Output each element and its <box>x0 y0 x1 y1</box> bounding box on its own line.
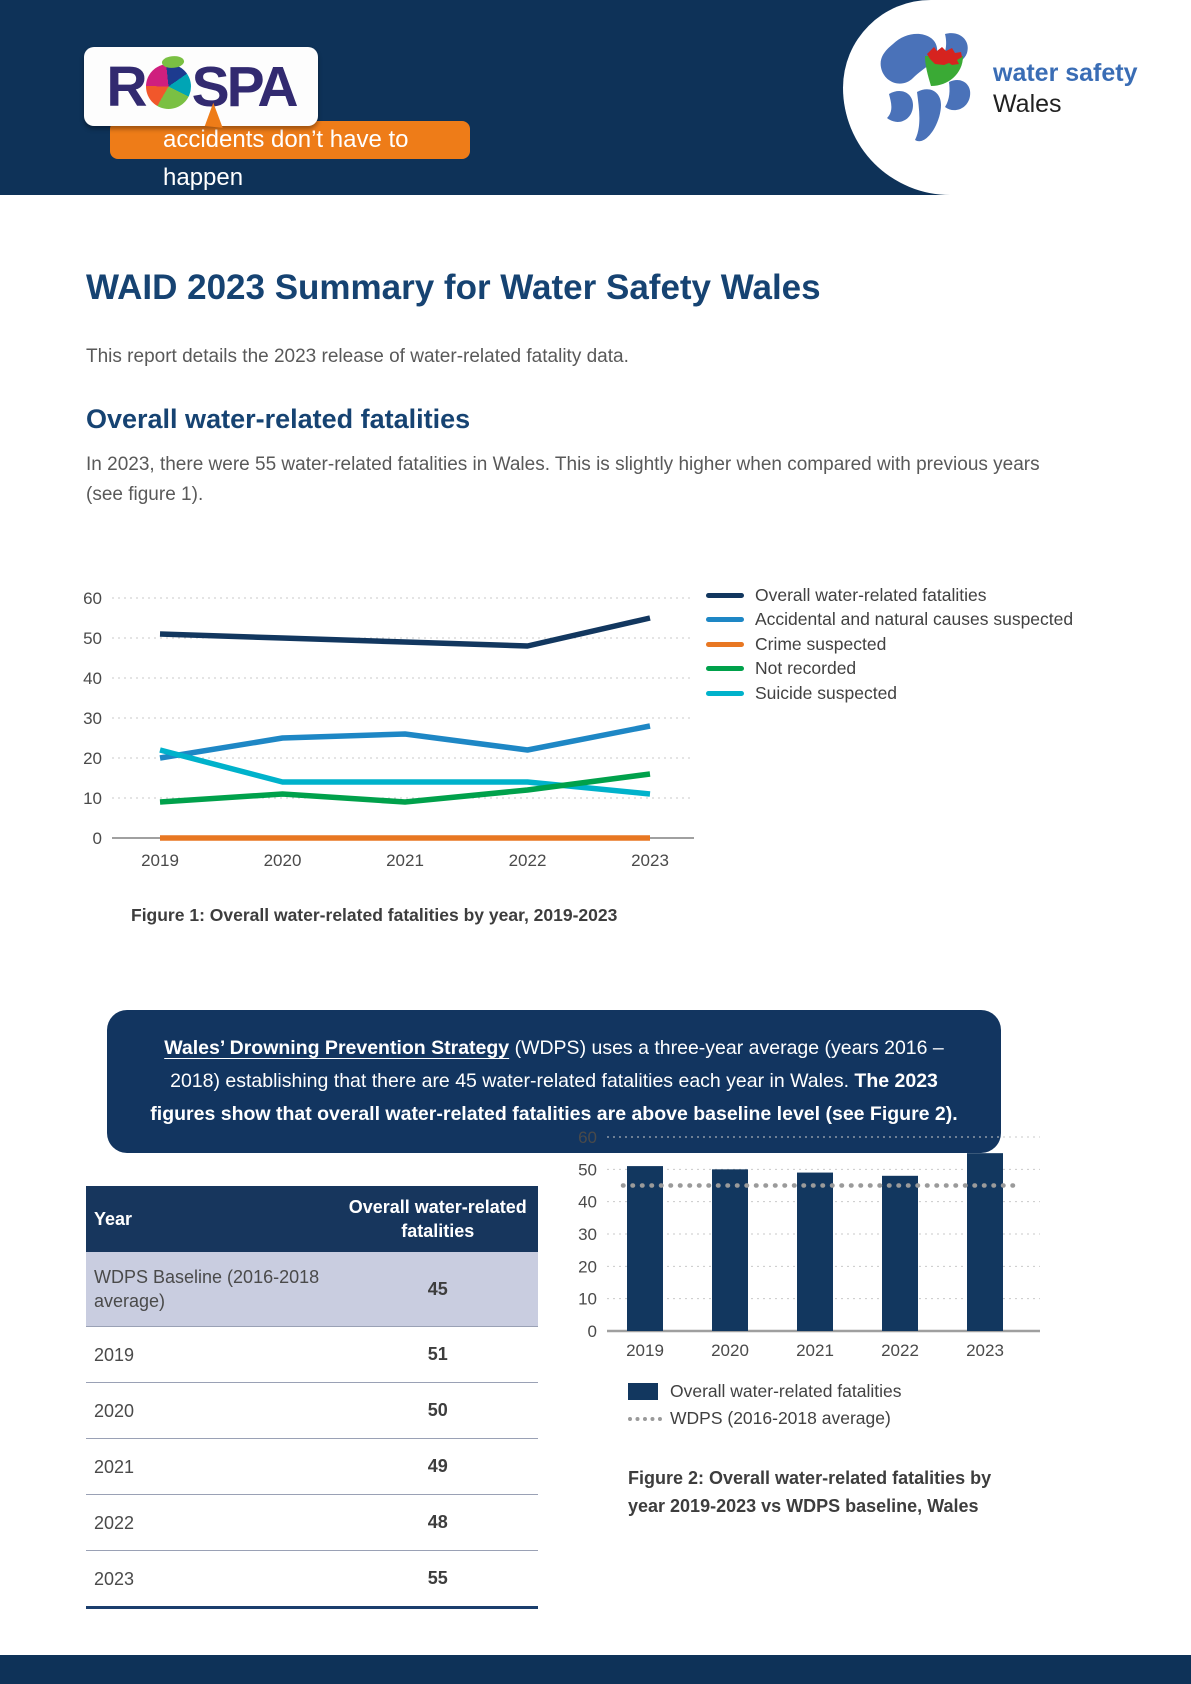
svg-text:40: 40 <box>578 1192 597 1212</box>
figure1-line-chart <box>72 548 712 878</box>
footer-bar <box>0 1655 1191 1684</box>
table-cell-value: 45 <box>338 1252 538 1327</box>
bar-2022 <box>882 1176 918 1331</box>
table-cell-value: 49 <box>427 1456 448 1476</box>
svg-text:2022: 2022 <box>881 1341 919 1360</box>
table-cell-year: 2022 <box>94 1512 135 1533</box>
svg-text:2021: 2021 <box>796 1341 834 1360</box>
legend-label: Not recorded <box>755 658 857 679</box>
figure1-caption: Figure 1: Overall water-related fatalities by year, 2019-2023 <box>131 905 618 925</box>
svg-text:2023: 2023 <box>966 1341 1004 1360</box>
line-series-0 <box>160 618 650 646</box>
svg-text:0: 0 <box>587 1322 597 1341</box>
header-banner <box>0 0 1191 195</box>
page-title: WAID 2023 Summary for Water Safety Wales <box>86 268 821 307</box>
table-cell-value: 48 <box>427 1512 448 1532</box>
table-cell-year: 2020 <box>94 1400 135 1421</box>
svg-text:40: 40 <box>83 669 102 688</box>
table-row <box>86 1439 538 1495</box>
rospa-logo <box>84 47 318 126</box>
table-row <box>86 1495 538 1551</box>
svg-text:0: 0 <box>92 829 102 848</box>
legend-label: Accidental and natural causes suspected <box>755 609 1074 630</box>
bar-2023 <box>967 1153 1003 1331</box>
legend-dotted-swatch <box>628 1417 662 1421</box>
figure2-legend <box>628 1378 901 1432</box>
table-header-row <box>86 1186 538 1252</box>
wsw-logo-text-line2: Wales <box>993 90 1062 118</box>
legend-line-swatch <box>706 691 744 696</box>
svg-text:10: 10 <box>83 789 102 808</box>
table-cell-year: 2021 <box>94 1456 135 1477</box>
wsw-logo-text-line1: water safety <box>993 59 1138 87</box>
bar-2021 <box>797 1173 833 1331</box>
svg-text:30: 30 <box>83 709 102 728</box>
legend-label: Overall water-related fatalities <box>755 584 987 605</box>
legend-line-swatch <box>706 642 744 647</box>
table-header-year: Year <box>86 1186 338 1252</box>
legend-label: Overall water-related fatalities <box>670 1381 902 1401</box>
legend-item <box>706 583 1073 608</box>
legend-line-swatch <box>706 666 744 671</box>
fatalities-table <box>86 1186 538 1609</box>
legend-item <box>628 1378 901 1405</box>
bar-2019 <box>627 1166 663 1331</box>
legend-line-swatch <box>706 593 744 598</box>
water-safety-wales-icon <box>869 26 987 154</box>
table-cell-value: 51 <box>427 1344 448 1364</box>
legend-item <box>706 608 1073 633</box>
water-safety-wales-logo <box>843 0 1191 195</box>
svg-text:60: 60 <box>578 1128 597 1147</box>
legend-line-swatch <box>706 617 744 622</box>
table-header-fatalities: Overall water-related fatalities <box>338 1186 538 1252</box>
svg-text:50: 50 <box>83 629 102 648</box>
wdps-strategy-link[interactable]: Wales’ Drowning Prevention Strategy <box>164 1037 510 1059</box>
svg-text:50: 50 <box>578 1160 597 1180</box>
rospa-o-icon <box>146 64 191 109</box>
legend-bar-swatch <box>628 1383 658 1400</box>
callout-text: (WDPS) uses a three-year average (years 2016 – 2018) establishing that there are 45 water-related fatalities each year in Wales. <box>170 1037 944 1092</box>
svg-text:2021: 2021 <box>386 851 424 870</box>
intro-text: This report details the 2023 release of water-related fatality data. <box>86 346 629 367</box>
figure1-legend <box>706 583 1073 706</box>
table-cell-year: 2019 <box>94 1344 135 1365</box>
table-row <box>86 1551 538 1608</box>
table-row <box>86 1252 538 1327</box>
section-heading: Overall water-related fatalities <box>86 404 471 434</box>
line-series-4 <box>160 750 650 794</box>
figure2-bar-chart <box>565 1122 1045 1372</box>
rospa-logo-text: R SPA <box>106 54 296 119</box>
svg-text:2020: 2020 <box>263 851 302 870</box>
svg-text:10: 10 <box>578 1289 597 1309</box>
svg-text:60: 60 <box>83 589 102 608</box>
bar-2020 <box>712 1169 748 1331</box>
line-series-1 <box>160 726 650 758</box>
table-cell-value: 55 <box>427 1568 448 1588</box>
callout-bold-text: The 2023 figures show that overall water-related fatalities are above baseline level (see Figure 2). <box>150 1070 958 1125</box>
figure2-caption: Figure 2: Overall water-related fatalities by year 2019-2023 vs WDPS baseline, Wales <box>628 1468 992 1516</box>
svg-text:2019: 2019 <box>626 1341 664 1360</box>
svg-text:2022: 2022 <box>508 851 547 870</box>
table-cell-year: 2023 <box>94 1568 135 1589</box>
svg-text:20: 20 <box>83 749 102 768</box>
svg-text:2019: 2019 <box>141 851 179 870</box>
rospa-tagline-banner <box>110 121 470 191</box>
svg-text:2020: 2020 <box>711 1341 749 1360</box>
legend-item <box>706 657 1073 682</box>
svg-text:20: 20 <box>578 1257 597 1277</box>
section-body: In 2023, there were 55 water-related fatalities in Wales. This is slightly higher when compared with previous years (see figure 1). <box>86 454 1040 505</box>
table-row <box>86 1327 538 1383</box>
legend-label: Crime suspected <box>755 633 887 654</box>
svg-text:2023: 2023 <box>631 851 669 870</box>
legend-label: WDPS (2016-2018 average) <box>670 1408 891 1428</box>
legend-label: Suicide suspected <box>755 682 898 703</box>
table-row <box>86 1383 538 1439</box>
legend-item <box>628 1405 901 1432</box>
legend-item <box>706 681 1073 706</box>
table-cell-year: WDPS Baseline (2016-2018 average) <box>86 1252 338 1327</box>
rospa-speech-tail-icon <box>205 102 225 128</box>
svg-text:30: 30 <box>578 1225 597 1244</box>
rospa-tagline-text: accidents don’t have to happen <box>163 126 409 191</box>
table-cell-value: 50 <box>427 1400 448 1420</box>
legend-item <box>706 632 1073 657</box>
